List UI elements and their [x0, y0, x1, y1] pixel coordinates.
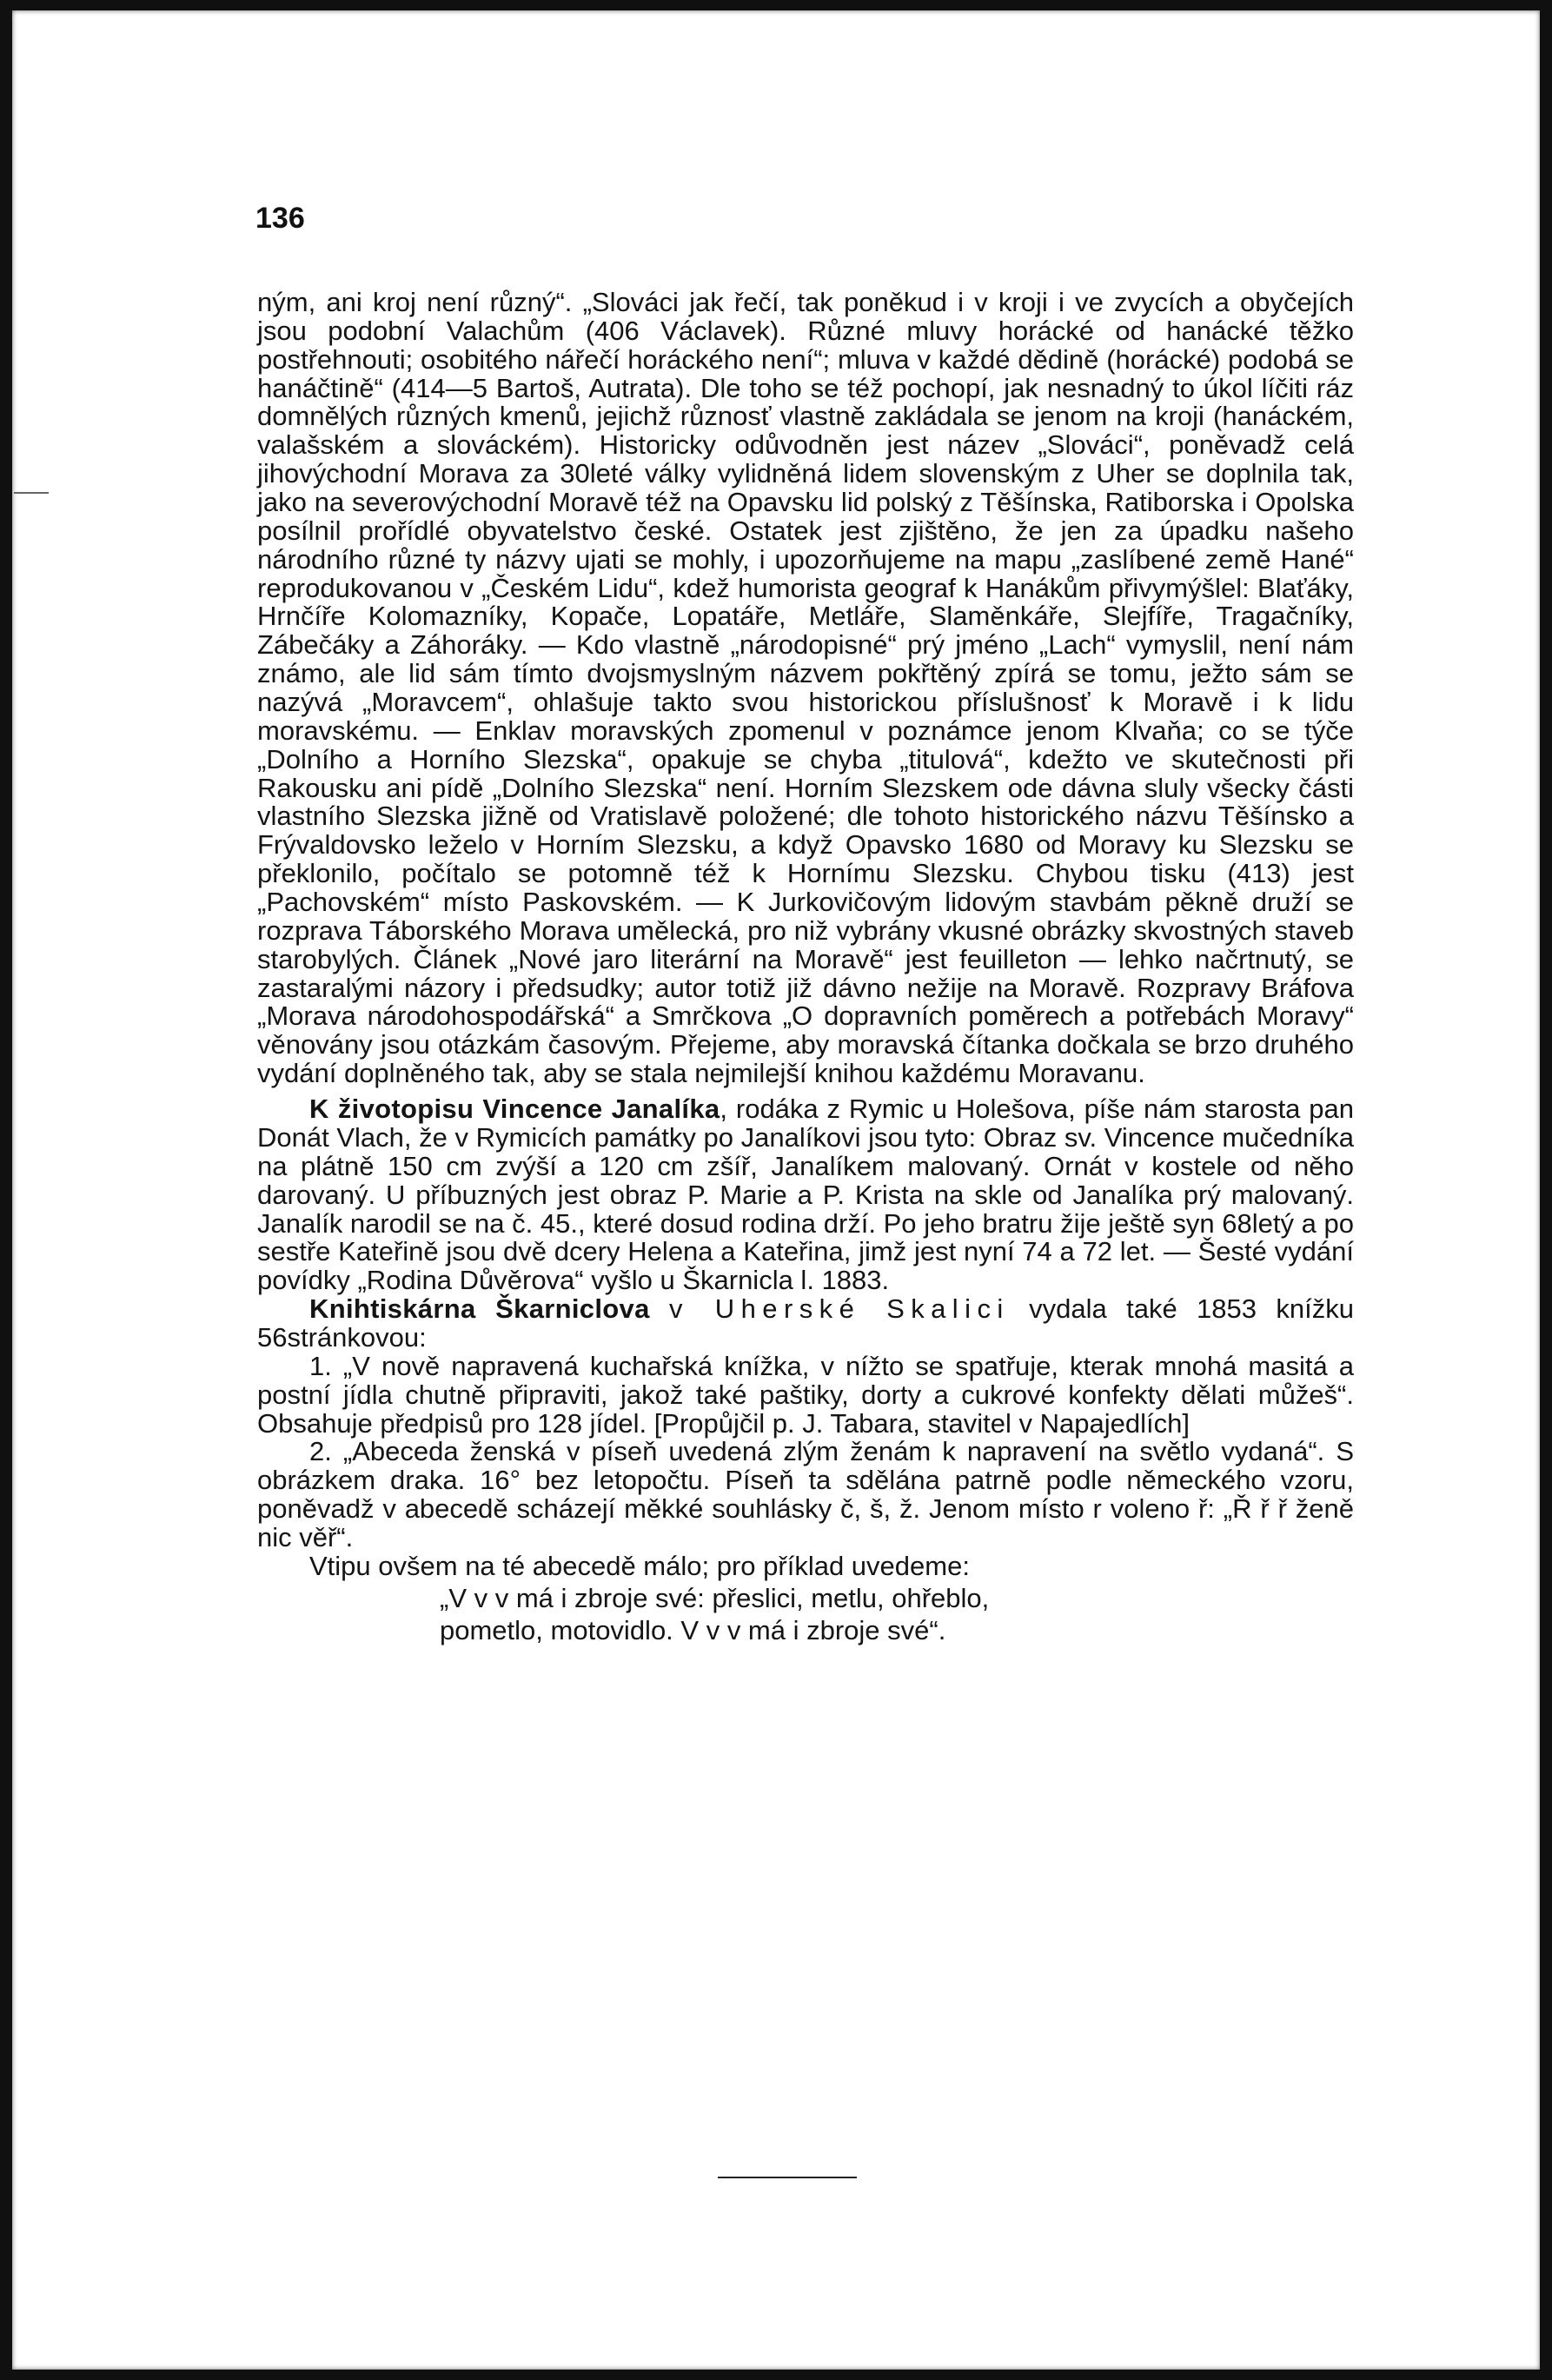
section-heading-janalik: K životopisu Vincence Janalíka	[309, 1094, 720, 1125]
list-item-1: 1. „V nově napravená kuchařská knížka, v nížto se spatřuje, kterak mnohá masitá a postní jídla chutně připraviti, jakož také paštiky, dorty a cukrové konfekty dělati můžeš“. Obsahuje předpisů pro 128 jídel. [Propůjčil p. J. Tabara, stavitel v Napajedlích]	[257, 1350, 1354, 1439]
paragraph-janalik	[257, 1095, 1354, 1295]
paragraph-janalik-text: , rodáka z Rymic u Holešova, píše nám starosta pan Donát Vlach, že v Rymicích památky po Janalíkovi jsou tyto: Obraz sv. Vincence mučedníka na plátně 150 cm zvýší a 120 cm zšíř, Janalíkem malovaný. Ornát v kostele od něho darovaný. U příbuzných jest obraz P. Marie a P. Krista na skle od Janalíka prý malovaný. Janalík narodil se na č. 45., které dosud rodina drží. Po jeho bratru žije ještě syn 68letý a po sestře Kateřině jsou dvě dcery Helena a Kateřina, jimž jest nyní 74 a 72 let. — Šesté vydání povídky „Rodina Důvěrova“ vyšlo u Škarnicla l. 1883.	[257, 1094, 1354, 1296]
page-number: 136	[255, 202, 305, 235]
paragraph-skarnicl-text: vydala také 1853 knížku 56stránkovou:	[257, 1293, 1354, 1353]
verse-line-2: pometlo, motovidlo. V v v má i zbroje své“.	[440, 1614, 946, 1645]
closing-rule	[718, 2177, 857, 2178]
page-body	[257, 289, 1354, 1645]
verse-line-1: „V v v má i zbroje své: přeslici, metlu, ohřeblo,	[440, 1582, 990, 1613]
list-item-2: 2. „Abeceda ženská v píseň uvedená zlým ženám k napravení na světlo vydaná“. S obrázkem draka. 16° bez letopočtu. Píseň ta sdělána patrně podle německého vzoru, poněvadž v abecedě scházejí měkké souhlásky č, š, ž. Jenom místo r voleno ř: „Ř ř ř ženě nic věř“.	[257, 1436, 1354, 1552]
paragraph-1: ným, ani kroj není různý“. „Slováci jak řečí, tak poněkud i v kroji i ve zvycích a obyčejích jsou podobní Valachům (406 Václavek). Různé mluvy horácké od hanácké těžko postřehnouti; osobitého nářečí horáckého není“; mluva v každé dědině (horácké) podobá se hanáčtině“ (414—5 Bartoš, Autrata). Dle toho se též pochopí, jak nesnadný to úkol líčiti ráz domnělých různých kmenů, jejichž různosť vlastně zakládala se jenom na kroji (hanáckém, valašském a slováckém). Historicky odůvodněn jest název „Slováci“, poněvadž celá jihovýchodní Morava za 30leté války vylidněná lidem slovenským z Uher se doplnila tak, jako na severovýchodní Moravě též na Opavsku lid polský z Těšínska, Ratiborska i Opolska posílnil prořídlé obyvatelstvo české. Ostatek jest zjištěno, že jen za úpadku našeho národního různé ty názvy ujati se mohly, i upozorňujeme na mapu „zaslíbené země Hané“ reprodukovanou v „Českém Lidu“, kdež humorista geograf k Hanákům přivymýšlel: Blaťáky, Hrnčíře Kolomazníky, Kopače, Lopatáře, Metláře, Slaměnkáře, Slejfíře, Tragačníky, Zábečáky a Záhoráky. — Kdo vlastně „národopisné“ prý jméno „Lach“ vymyslil, není nám známo, ale lid sám tímto dvojsmyslným názvem pokřtěný zpírá se tomu, ježto sám se nazývá „Moravcem“, ohlašuje takto svou historickou příslušnosť k Moravě i k lidu moravskému. — Enklav moravských zpomenul v poznámce jenom Klvaňa; co se týče „Dolního a Horního Slezska“, opakuje se chyba „titulová“, kdežto ve skutečnosti při Rakousku ani pídě „Dolního Slezska“ není. Horním Slezskem ode dávna sluly všecky části vlastního Slezska jižně od Vratislavě položené; dle tohoto historického názvu Těšínsko a Frývaldovsko leželo v Horním Slezsku, a když Opavsko 1680 od Moravy ku Slezsku se překlonilo, počítalo se potomně též k Hornímu Slezsku. Chybou tisku (413) jest „Pachovském“ místo Paskovském. — K Jurkovičovým lidovým stavbám pěkně druží se rozprava Táborského Morava umělecká, pro niž vybrány vkusné obrázky skvostných staveb starobylých. Článek „Nové jaro literární na Moravě“ jest feuilleton — lehko načrtnutý, se zastaralými názory i předsudky; autor totiž již dávno nežije na Moravě. Rozpravy Bráfova „Morava národohospodářská“ a Smrčkova „O dopravních poměrech a potřebách Moravy“ věnovány jsou otázkám časovým. Přejeme, aby moravská čítanka dočkala se brzo druhého vydání doplněného tak, aby se stala nejmilejší knihou každému Moravanu.	[257, 287, 1354, 1089]
paragraph-example-intro: Vtipu ovšem na té abecedě málo; pro příklad uvedeme:	[309, 1550, 970, 1581]
margin-mark	[14, 492, 49, 494]
spaced-place-name: v Uherské Skalici	[669, 1293, 1010, 1325]
section-heading-skarnicl: Knihtiskárna Škarniclova	[309, 1293, 650, 1325]
paragraph-skarnicl	[257, 1295, 1354, 1353]
